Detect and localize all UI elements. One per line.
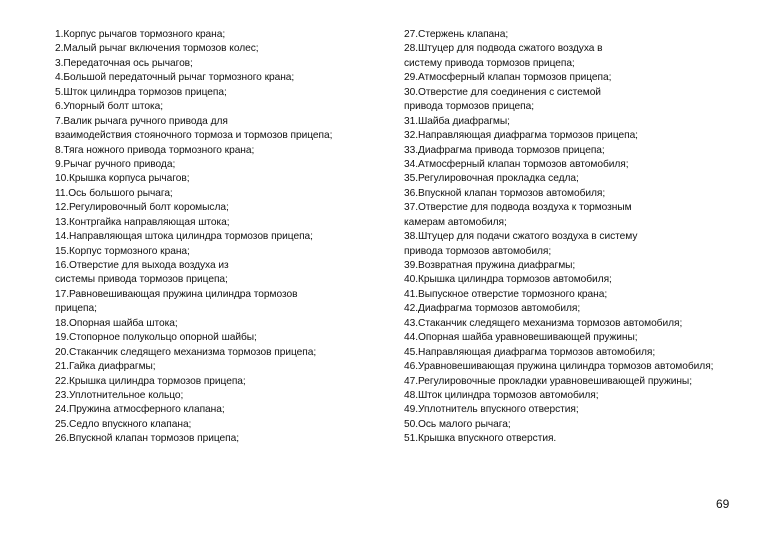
legend-line: 19.Стопорное полукольцо опорной шайбы; xyxy=(55,332,257,344)
legend-line: 47.Регулировочные прокладки уравновешивающей пружины; xyxy=(404,375,692,387)
legend-line: привода тормозов автомобиля; xyxy=(404,245,552,257)
legend-line: 7.Валик рычага ручного привода для xyxy=(55,115,228,127)
legend-line: 51.Крышка впускного отверстия. xyxy=(404,433,557,445)
legend-line: 22.Крышка цилиндра тормозов прицепа; xyxy=(55,375,246,387)
legend-line: 14.Направляющая штока цилиндра тормозов прицепа; xyxy=(55,231,313,243)
legend-line: 36.Впускной клапан тормозов автомобиля; xyxy=(404,187,606,199)
legend-left-column xyxy=(55,28,390,447)
legend-line: 11.Ось большого рычага; xyxy=(55,187,173,199)
legend-line: 5.Шток цилиндра тормозов прицепа; xyxy=(55,86,227,98)
legend-line: 12.Регулировочный болт коромысла; xyxy=(55,202,229,214)
legend-line: 20.Стаканчик следящего механизма тормозов прицепа; xyxy=(55,346,317,358)
legend-line: 24.Пружина атмосферного клапана; xyxy=(55,404,225,416)
legend-line: 40.Крышка цилиндра тормозов автомобиля; xyxy=(404,274,612,286)
legend-line: 48.Шток цилиндра тормозов автомобиля; xyxy=(404,389,599,401)
legend-line: 15.Корпус тормозного крана; xyxy=(55,245,190,257)
legend-line: 16.Отверстие для выхода воздуха из xyxy=(55,260,229,271)
legend-line: 28.Штуцер для подвода сжатого воздуха в xyxy=(404,43,603,55)
legend-line: 10.Крышка корпуса рычагов; xyxy=(55,173,190,185)
legend-line: 17.Равновешивающая пружина цилиндра тормозов xyxy=(55,288,298,300)
legend-line: 2.Малый рычаг включения тормозов колес; xyxy=(55,43,259,55)
legend-line: системы привода тормозов прицепа; xyxy=(55,274,228,286)
legend-line: систему привода тормозов прицепа; xyxy=(404,57,575,69)
legend-line: 18.Опорная шайба штока; xyxy=(55,317,178,329)
legend-line: 45.Направляющая диафрагма тормозов автомобиля; xyxy=(404,346,656,358)
legend-line: 50.Ось малого рычага; xyxy=(404,418,511,430)
legend-line: 26.Впускной клапан тормозов прицепа; xyxy=(55,433,240,445)
legend-line: 21.Гайка диафрагмы; xyxy=(55,361,156,373)
legend-line: камерам автомобиля; xyxy=(404,216,507,228)
legend-line: 49.Уплотнитель впускного отверстия; xyxy=(404,404,579,416)
legend-line: 6.Упорный болт штока; xyxy=(55,101,164,113)
legend-line: 43.Стаканчик следящего механизма тормозов автомобиля; xyxy=(404,317,683,329)
legend-line: 9.Рычаг ручного привода; xyxy=(55,158,176,170)
legend-line: 3.Передаточная ось рычагов; xyxy=(55,57,193,69)
legend-line: прицепа; xyxy=(55,303,97,315)
legend-line: 13.Контргайка направляющая штока; xyxy=(55,216,230,228)
legend-line: 44.Опорная шайба уравновешивающей пружины; xyxy=(404,332,638,344)
legend-right-column xyxy=(404,28,776,447)
legend-line: 46.Уравновешивающая пружина цилиндра тормозов автомобиля; xyxy=(404,361,714,373)
legend-line: 8.Тяга ножного привода тормозного крана; xyxy=(55,144,255,156)
page-number: 69 xyxy=(716,497,730,511)
legend-line: 4.Большой передаточный рычаг тормозного крана; xyxy=(55,72,295,84)
legend-line: 41.Выпускное отверстие тормозного крана; xyxy=(404,288,608,300)
legend-line: 37.Отверстие для подвода воздуха к тормозным xyxy=(404,202,632,214)
legend-line: 38.Штуцер для подачи сжатого воздуха в систему xyxy=(404,231,638,243)
legend-line: 33.Диафрагма привода тормозов прицепа; xyxy=(404,144,605,156)
legend-line: 1.Корпус рычагов тормозного крана; xyxy=(55,29,226,40)
legend-line: 23.Уплотнительное кольцо; xyxy=(55,389,184,401)
legend-line: привода тормозов прицепа; xyxy=(404,101,534,113)
legend-line: 35.Регулировочная прокладка седла; xyxy=(404,173,579,185)
legend-line: 34.Атмосферный клапан тормозов автомобиля; xyxy=(404,158,629,170)
legend-line: 25.Седло впускного клапана; xyxy=(55,418,192,430)
legend-line: 42.Диафрагма тормозов автомобиля; xyxy=(404,303,581,315)
legend-line: 27.Стержень клапана; xyxy=(404,29,509,40)
legend-line: 32.Направляющая диафрагма тормозов прицепа; xyxy=(404,130,638,142)
legend-line: 39.Возвратная пружина диафрагмы; xyxy=(404,260,576,271)
legend-line: 29.Атмосферный клапан тормозов прицепа; xyxy=(404,72,612,84)
legend-line: взаимодействия стояночного тормоза и тормозов прицепа; xyxy=(55,130,333,142)
legend-line: 30.Отверстие для соединения с системой xyxy=(404,86,601,98)
legend-line: 31.Шайба диафрагмы; xyxy=(404,115,510,127)
